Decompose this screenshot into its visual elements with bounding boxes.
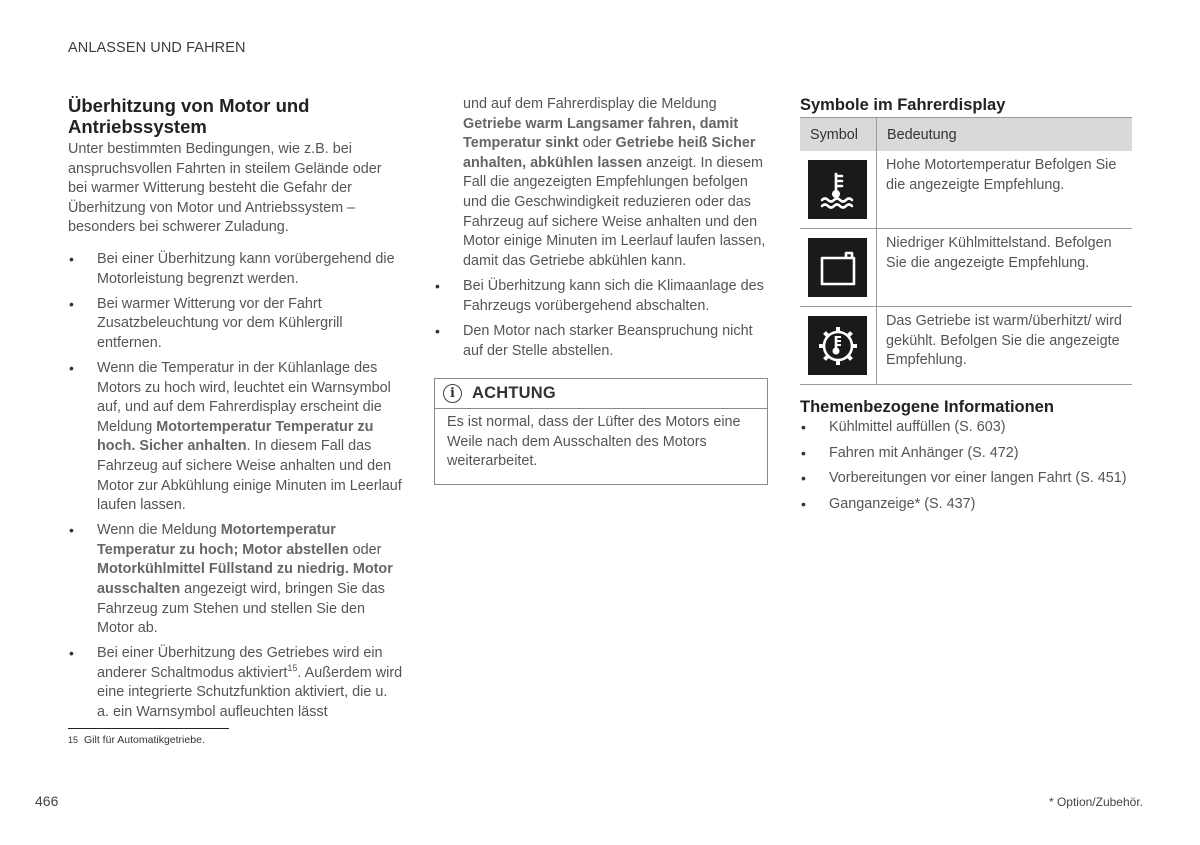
list-item [434, 277, 768, 316]
list-item [434, 322, 768, 361]
list-item-text: Bei warmer Witterung vor der Fahrt Zusatzbeleuchtung vor dem Kühlergrill entfernen. [97, 295, 343, 351]
list-item-text: . In diesem Fall das Fahrzeug auf sichere Weise anhalten und den Motor zur Abkühlung einige Minuten im Leerlauf laufen lassen. [97, 438, 402, 514]
list-item-text: oder [348, 541, 382, 558]
footnote-divider [68, 728, 229, 729]
meaning-cell: Das Getriebe ist warm/überhitzt/ wird gekühlt. Befolgen Sie die angezeigte Empfehlung. [877, 307, 1133, 385]
display-message: Motortemperatur Temperatur zu hoch. Sicher anhalten [97, 418, 374, 455]
list-item [68, 521, 403, 639]
option-note: * Option/Zubehör. [1048, 795, 1143, 809]
list-item [68, 644, 403, 722]
list-item-text: Bei einer Überhitzung kann vorübergehend die Motorleistung begrenzt werden. [97, 250, 395, 287]
transmission-temperature-icon [808, 316, 867, 375]
paragraph-text: und auf dem Fahrerdisplay die Meldung [463, 96, 717, 112]
page-number: 466 [35, 793, 59, 809]
warning-text: Es ist normal, dass der Lüfter des Motors eine Weile nach dem Ausschalten des Motors weiterarbeitet. [447, 414, 741, 470]
symbol-cell [800, 229, 877, 307]
warning-header [435, 379, 767, 409]
column-header-symbol: Symbol [800, 118, 877, 152]
climate-list [434, 277, 768, 361]
table-row [800, 151, 1132, 229]
section-title: Überhitzung von Motor und Antriebssystem [68, 95, 310, 137]
meaning-cell: Niedriger Kühlmittelstand. Befolgen Sie die angezeigte Empfehlung. [877, 229, 1133, 307]
list-item-text: Bei Überhitzung kann sich die Klimaanlage des Fahrzeugs vorübergehend abschalten. [463, 278, 764, 314]
symbols-title: Symbole im Fahrerdisplay [800, 96, 1006, 114]
footnote-number: 15 [68, 735, 79, 745]
list-item-text: . Außerdem wird eine integrierte Schutzfunktion aktiviert, die u. a. ein Warnsymbol aufleuchten lässt [97, 664, 403, 721]
list-item-text: Bei einer Überhitzung des Getriebes wird ein anderer Schaltmodus aktiviert [97, 645, 383, 681]
column-middle [434, 95, 768, 485]
table-row [800, 229, 1132, 307]
footnote [68, 734, 205, 746]
coolant-level-icon [808, 238, 867, 297]
list-item [68, 295, 403, 354]
list-item-text: Wenn die Temperatur in der Kühlanlage des Motors zu hoch wird, leuchtet ein Warnsymbol auf, und auf dem Fahrerdisplay erscheint die Meldung [97, 359, 391, 435]
symbol-table [800, 117, 1132, 385]
display-message: Getriebe heiß Sicher anhalten, abkühlen lassen [463, 135, 756, 171]
coolant-temperature-icon [808, 160, 867, 219]
list-item-text: Den Motor nach starker Beanspruchung nicht auf der Stelle abstellen. [463, 323, 753, 359]
footnote-text: Gilt für Automatikgetriebe. [84, 734, 205, 746]
list-item-text: Wenn die Meldung [97, 522, 221, 539]
related-list [800, 418, 1132, 514]
warning-title: ACHTUNG [472, 384, 556, 403]
related-link[interactable]: • Ganganzeige* (S. 437) [800, 495, 1132, 515]
related-title: Themenbezogene Informationen [800, 398, 1054, 416]
continued-paragraph [434, 95, 768, 271]
related-link[interactable]: • Kühlmittel auffüllen (S. 603) [800, 418, 1132, 438]
list-item [68, 359, 403, 516]
info-icon: i [443, 384, 462, 403]
list-item-text: angezeigt wird, bringen Sie das Fahrzeug zum Stehen und stellen Sie den Motor ab. [97, 580, 385, 637]
symbol-cell [800, 307, 877, 385]
table-row [800, 307, 1132, 385]
table-header-row [800, 118, 1132, 152]
running-header: ANLASSEN UND FAHREN [68, 40, 246, 56]
display-message: Motortemperatur Temperatur zu hoch; Motor abstellen [97, 522, 349, 558]
symbol-cell [800, 151, 877, 229]
display-message: Motorkühlmittel Füllstand zu niedrig. Motor ausschalten [97, 561, 393, 597]
overheating-list [68, 250, 403, 723]
footnote-ref[interactable]: 15 [287, 663, 298, 674]
warning-box [434, 378, 768, 485]
related-link[interactable]: • Vorbereitungen vor einer langen Fahrt (S. 451) [800, 469, 1132, 489]
paragraph-text: anzeigt. In diesem Fall die angezeigten Empfehlungen befolgen und die Geschwindigkeit reduzieren oder das Fahrzeug auf sichere Weise anhalten und den Motor einige Minuten im Leerlauf laufen lassen, damit das Getriebe abkühlen kann. [463, 154, 766, 269]
related-link[interactable]: • Fahren mit Anhänger (S. 472) [800, 444, 1132, 464]
column-main [68, 95, 403, 728]
paragraph-text: oder [578, 135, 616, 152]
column-header-meaning: Bedeutung [877, 118, 1133, 152]
column-right [800, 95, 1132, 520]
intro-paragraph: Unter bestimmten Bedingungen, wie z.B. bei anspruchsvollen Fahrten in steilem Gelände oder bei warmer Witterung besteht die Gefahr der Überhitzung von Motor und Antriebssystem – besonders bei schwerer Zuladung. [68, 141, 382, 236]
meaning-cell: Hohe Motortemperatur Befolgen Sie die angezeigte Empfehlung. [877, 151, 1133, 229]
list-item [68, 250, 403, 289]
display-message: Getriebe warm Langsamer fahren, damit Temperatur sinkt [463, 115, 739, 152]
